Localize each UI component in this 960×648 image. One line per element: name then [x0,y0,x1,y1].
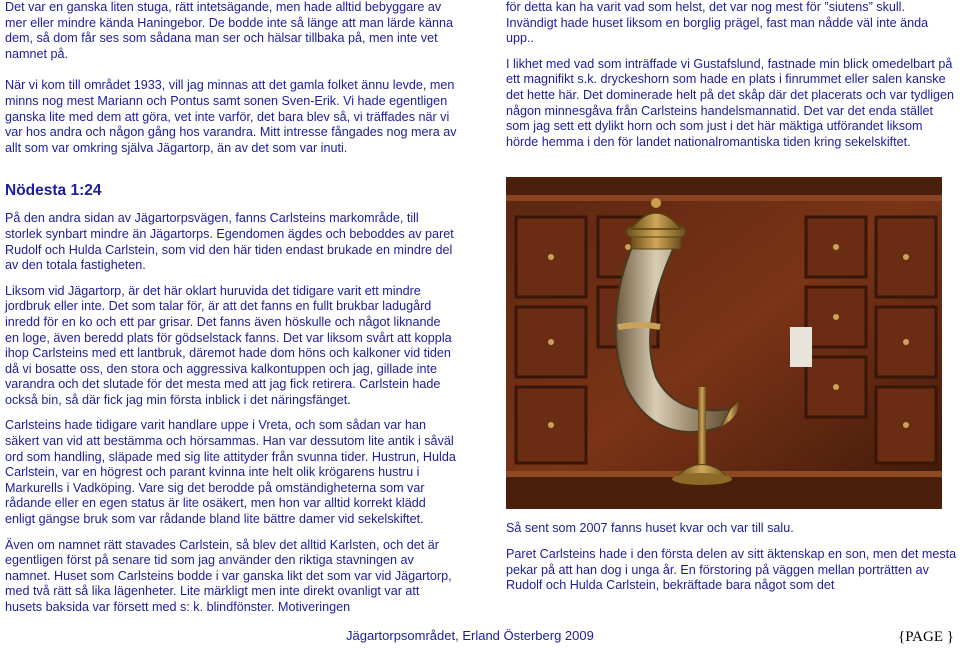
paragraph: Paret Carlsteins hade i den första delen av sitt äktenskap en son, men det mesta pekar på att han dog i unga år. En förstoring på väggen mellan porträtten av Rudolf och Hulda Carlstein, bekräftade bara något som det [506,546,957,593]
paragraph: Liksom vid Jägartorp, är det här oklart huruvida det tidigare varit ett mindre jordbruk eller inte. Det som talar för, är att det fanns en fullt brukbar ladugård inredd för en ko och ett par grisar. Det fanns även höskulle och något liknande en loge, även beredd plats för gödselstack fanns. Det var liksom svårt att koppla ihop Carlsteins med ett lantbruk, däremot hade dom höns och kalkoner vid tiden då vi bosatte oss, den stora och aggressiva kalkontuppen och jag, gillade inte varandra och det slutade för det mesta med att jag fick retirera. Carlstein hade också bin, så där fick jag min första inblick i det näringsfänget. [5,283,452,407]
paragraph: Det var en ganska liten stuga, rätt intetsägande, men hade alltid bebyggare av mer eller mindre kända Haningebor. De bodde inte så länge att man lärde känna dem, så dom får ses som sådana man ser och hälsar tillbaka på, men inte vet namnet på. [5,0,454,61]
section-heading: Nödesta 1:24 [5,182,102,200]
left-column [5,0,457,616]
paragraph: I likhet med vad som inträffade vi Gustafslund, fastnade min blick omedelbart på ett magnifikt s.k. dryckeshorn som hade en plats i finrummet eller salen kanske det hette här. Det dominerade helt på det skåp där det placerats och var tydligen någon minnesgåva från Carlsteins handelsmannatid. Det var det enda stället som jag sett ett dylikt horn och som just i det här mäktiga utförandet liksom hörde hemma i den för landet nationalromantiska tiden kring sekelskiftet. [506,56,955,149]
paragraph: för detta kan ha varit vad som helst, det var nog mest för ”siutens” skull. Invändigt hade huset liksom en borglig prägel, fast man nådde väl inte ända upp.. [506,0,929,46]
paragraph: Även om namnet rätt stavades Carlstein, så blev det alltid Karlsten, och det är egentligen först på senare tid som jag använder den riktiga stavningen av namnet. Huset som Carlsteins bodde i var ganska likt det som var vid Jägartorp, med två rätt så lika lägenheter. Lite märkligt men inte direkt ovanligt var att husets baksida var försett med s: k. blindfönster. Motiveringen [5,537,452,614]
paragraph: På den andra sidan av Jägartorpsvägen, fanns Carlsteins markområde, till storlek synbart mindre än Jägartorps. Egendomen ägdes och beboddes av paret Rudolf och Hulda Carlstein, som vid den här tiden endast brukade en mindre del av den totala fastigheten. [5,211,454,273]
footer-text: Jägartorpsområdet, Erland Österberg 2009 [346,628,594,643]
drinking-horn-photo [506,177,942,509]
page-number-field: {PAGE } [898,629,954,645]
paragraph: Carlsteins hade tidigare varit handlare uppe i Vreta, och som sådan var han säkert van vid att bestämma och hörsammas. Han var dessutom lite antik i såväl ord som handling, släpade med sig lite attityder från svunna tider. Hustrun, Hulda Carlstein, var en högrest och parant kvinna inte helt olik krögarens hustru i Markurells i Vadköping. Vare sig det berodde på omständigheterna som var rådande eller en egen status är lite osäkert, men hon var alltid korrekt klädd enligt gängse bruk som var rådande bland lite bättre damer vid sekelskiftet. [5,418,456,527]
paper-note [790,327,812,367]
paragraph: När vi kom till området 1933, vill jag minnas att det gamla folket ännu levde, men minns nog mest Mariann och Pontus samt sonen Sven-Erik. Vi hade egentligen ganska lite med dem att göra, vet inte varför, det bara blev så, vi träffades när vi var hos andra och någon gång hos varandra. Mitt intresse fångades nog mera av allt som var omkring själva Jägartorp, än av det som var inuti. [5,78,457,155]
drinking-horn-image [506,177,942,509]
paragraph: Så sent som 2007 fanns huset kvar och var till salu. [506,521,794,536]
